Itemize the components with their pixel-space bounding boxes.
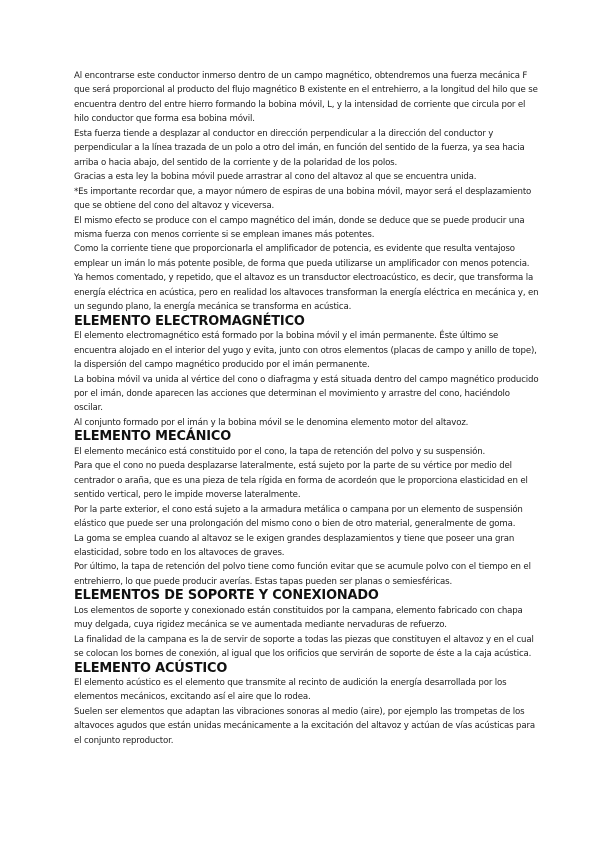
paragraph: *Es importante recordar que, a mayor número de espiras de una bobina móvil, mayor será el desplazamiento que se obtiene del cono del altavoz y viceversa. bbox=[74, 186, 532, 212]
paragraph: Gracias a esta ley la bobina móvil puede arrastrar al cono del altavoz al que se encuentra unida. bbox=[74, 172, 477, 183]
paragraph: Para que el cono no pueda desplazarse lateralmente, está sujeto por la parte de su vértice por medio del centrador o araña, que es una pieza de tela rígida en forma de acordeón que le proporciona elasticidad en el sentido vertical, pero le impide moverse lateralmente. bbox=[74, 461, 528, 501]
paragraph: El elemento mecánico está constituido por el cono, la tapa de retención del polvo y su suspensión. bbox=[74, 446, 486, 457]
paragraph: Por último, la tapa de retención del polvo tiene como función evitar que se acumule polvo con el tiempo en el entrehierro, lo que puede producir averías. Estas tapas pueden ser planas o semiesféricas. bbox=[74, 562, 531, 587]
paragraph: El elemento acústico es el elemento que transmite al recinto de audición la energía desarrollada por los elementos mecánicos, excitando así el aire que lo rodea. bbox=[74, 678, 507, 703]
paragraph: El elemento electromagnético está formado por la bobina móvil y el imán permanente. Éste último se encuentra alojado en el interior del yugo y evita, junto con otros elementos (placas de campo y anillo de tope), la dispersión del campo magnético producido por el imán permanente. bbox=[74, 331, 537, 371]
paragraph: La finalidad de la campana es la de servir de soporte a todas las piezas que constituyen el altavoz y en el cual se colocan los bornes de conexión, al igual que los orificios que servirán de soporte de éste a la caja acústica. bbox=[74, 634, 534, 660]
paragraph: Los elementos de soporte y conexionado están constituidos por la campana, elemento fabricado con chapa muy delgada, cuya rigidez mecánica se ve aumentada mediante nervaduras de refuerzo. bbox=[74, 605, 523, 631]
paragraph: El mismo efecto se produce con el campo magnético del imán, donde se deduce que se puede producir una misma fuerza con menos corriente si se emplean imanes más potentes. bbox=[74, 215, 525, 240]
section-heading: ELEMENTO MECÁNICO bbox=[74, 429, 232, 445]
paragraph: Como la corriente tiene que proporcionarla el amplificador de potencia, es evidente que resulta ventajoso emplear un imán lo más potente posible, de forma que pueda utilizarse un amplificador con menos potencia. bbox=[74, 244, 530, 269]
paragraph: Al encontrarse este conductor inmerso dentro de un campo magnético, obtendremos una fuerza mecánica F que será proporcional al producto del flujo magnético B existente en el entrehierro, a la longitud del hilo que se encuentra dentro del entre hierro formando la bobina móvil, L, y la intensidad de corriente que circula por el hilo conductor que forma esa bobina móvil. bbox=[74, 71, 538, 125]
paragraph: Suelen ser elementos que adaptan las vibraciones sonoras al medio (aire), por ejemplo las trompetas de los altavoces agudos que están unidas mecánicamente a la excitación del altavoz y actúan de vías acústicas para el conjunto reproductor. bbox=[74, 706, 535, 746]
paragraph: La bobina móvil va unida al vértice del cono o diafragma y está situada dentro del campo magnético producido por el imán, donde aparecen las acciones que determinan el movimiento y arrastre del cono, haciéndolo oscilar. bbox=[74, 374, 539, 414]
section-heading: ELEMENTO ACÚSTICO bbox=[74, 660, 228, 676]
paragraph: Por la parte exterior, el cono está sujeto a la armadura metálica o campana por un elemento de suspensión elástico que puede ser una prolongación del mismo cono o bien de otro material, generalmente de goma. bbox=[74, 504, 523, 530]
paragraph: Esta fuerza tiende a desplazar al conductor en dirección perpendicular a la dirección del conductor y perpendicular a la línea trazada de un polo a otro del imán, en función del sentido de la fuerza, ya sea hacia arriba o hacia abajo, del sentido de la corriente y de la polaridad de los polos. bbox=[74, 128, 525, 168]
paragraph: La goma se emplea cuando al altavoz se le exigen grandes desplazamientos y tiene que poseer una gran elasticidad, sobre todo en los altavoces de graves. bbox=[74, 533, 515, 558]
section-heading: ELEMENTO ELECTROMAGNÉTICO bbox=[74, 313, 305, 329]
paragraph: Ya hemos comentado, y repetido, que el altavoz es un transductor electroacústico, es decir, que transforma la energía eléctrica en acústica, pero en realidad los altavoces transforman la energía eléctrica en mecánica y, en un segundo plano, la energía mecánica se transforma en acústica. bbox=[74, 273, 539, 313]
section-heading: ELEMENTOS DE SOPORTE Y CONEXIONADO bbox=[74, 588, 379, 604]
paragraph: Al conjunto formado por el imán y la bobina móvil se le denomina elemento motor del altavoz. bbox=[74, 417, 469, 428]
